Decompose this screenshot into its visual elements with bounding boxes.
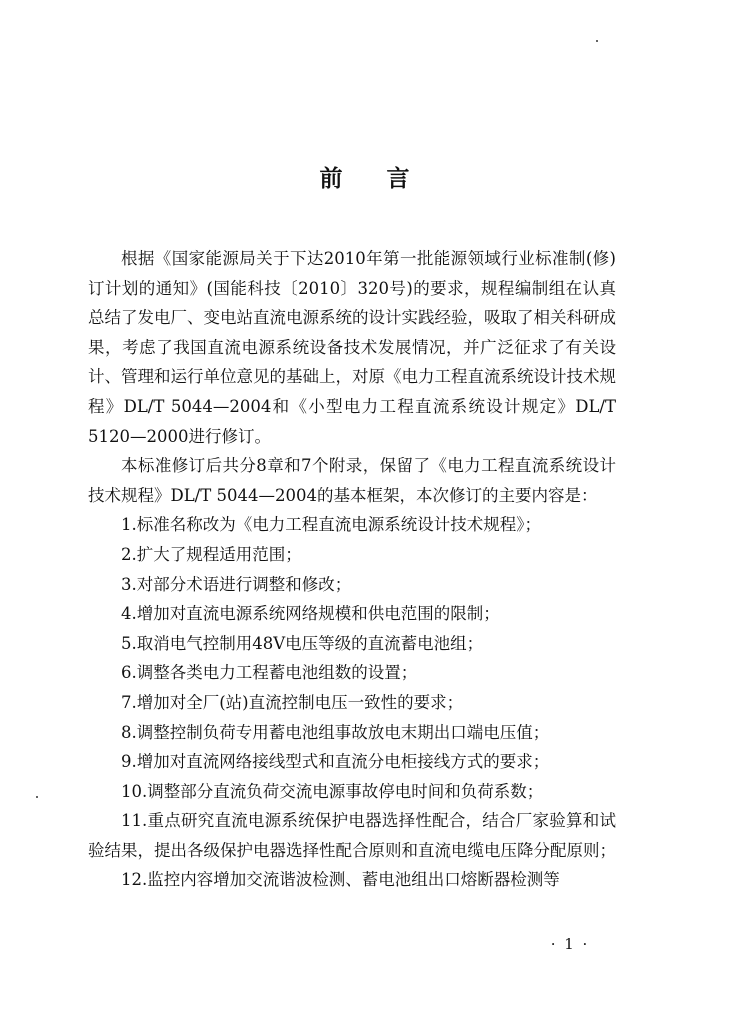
list-item: 10.调整部分直流负荷交流电源事故停电时间和负荷系数； <box>121 781 544 801</box>
list-item: 5.取消电气控制用48V电压等级的直流蓄电池组； <box>121 633 484 653</box>
list-item: 2.扩大了规程适用范围； <box>121 544 302 564</box>
page-number: · 1 · <box>550 935 590 953</box>
list-item: 4.增加对直流电源系统网络规模和供电范围的限制； <box>121 604 500 624</box>
list-item: 3.对部分术语进行调整和修改； <box>121 574 352 594</box>
paragraph-revision-basis: 根据《国家能源局关于下达2010年第一批能源领域行业标准制(修)订计划的通知》(国能科技〔2010〕320号)的要求，规程编制组在认真总结了发电厂、变电站直流电源系统的设计实践经验，吸取了相关科研成果，考虑了我国直流电源系统设备技术发展情况，并广泛征求了有关设计、管理和运行单位意见的基础上，对原《电力工程直流系统设计技术规程》DL/T 5044—2004和《小型电力工程直流系统设计规定》DL/T 5120—2000进行修订。 <box>88 249 616 446</box>
scan-speck <box>36 796 38 798</box>
paragraph-revision-summary: 本标准修订后共分8章和7个附录，保留了《电力工程直流系统设计技术规程》DL/T 5044—2004的基本框架，本次修订的主要内容是： <box>88 456 616 505</box>
scan-speck <box>596 40 598 42</box>
body-text <box>88 244 616 895</box>
list-item: 1.标准名称改为《电力工程直流电源系统设计技术规程》； <box>121 515 541 535</box>
list-item: 8.调整控制负荷专用蓄电池组事故放电末期出口端电压值； <box>121 722 550 742</box>
list-item: 6.调整各类电力工程蓄电池组数的设置； <box>121 663 418 683</box>
list-item: 12.监控内容增加交流谐波检测、蓄电池组出口熔断器检测等 <box>121 870 560 890</box>
list-item: 9.增加对直流网络接线型式和直流分电柜接线方式的要求； <box>121 752 550 772</box>
list-item: 11.重点研究直流电源系统保护电器选择性配合，结合厂家验算和试验结果，提出各级保护电器选择性配合原则和直流电缆电压降分配原则； <box>88 811 616 860</box>
page-title: 前言 <box>319 166 454 192</box>
list-item: 7.增加对全厂(站)直流控制电压一致性的要求； <box>121 692 464 712</box>
